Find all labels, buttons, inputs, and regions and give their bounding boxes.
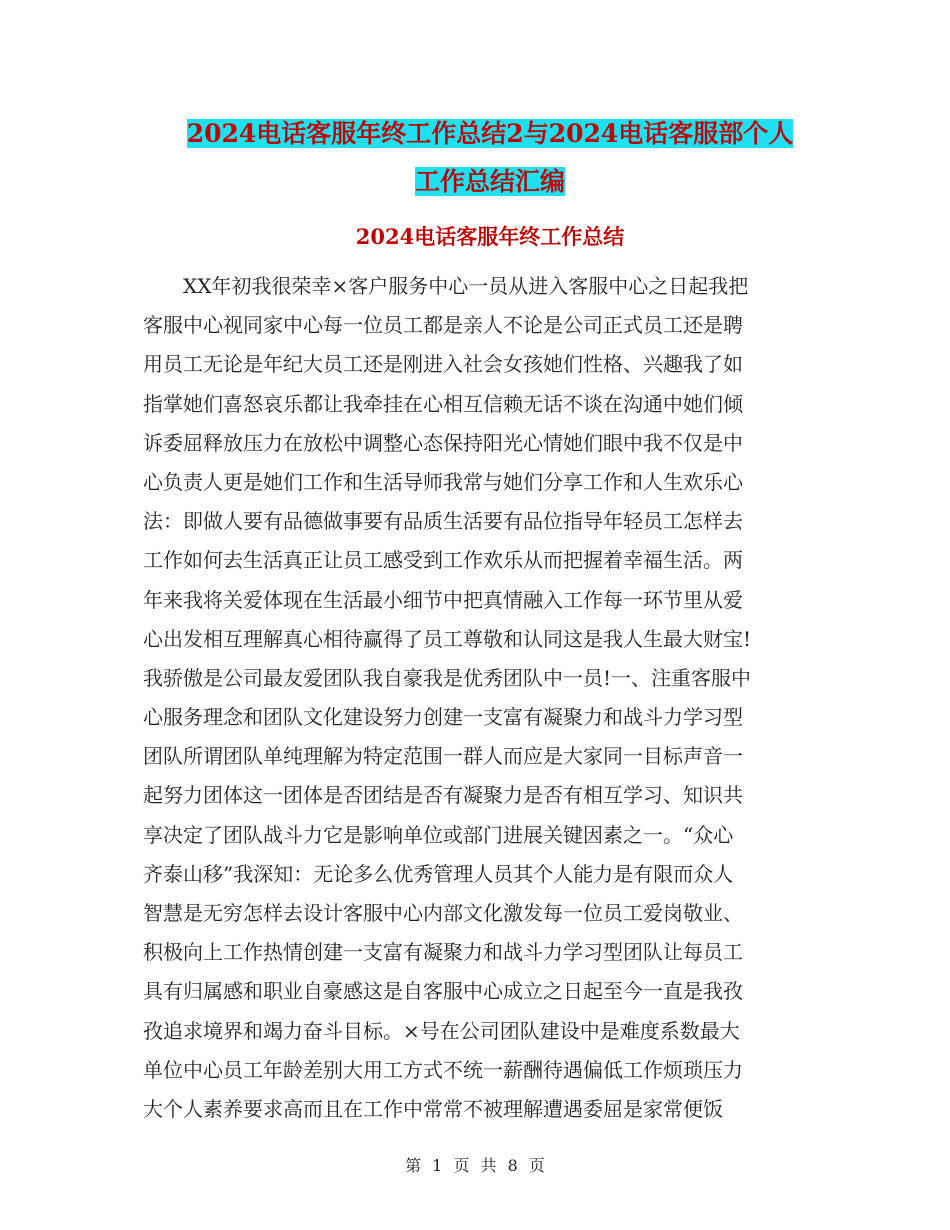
- body-line: 具有归属感和职业自豪感这是自客服中心成立之日起至今一直是我孜: [143, 979, 743, 1004]
- body-line: 大个人素养要求高而且在工作中常常不被理解遭遇委屈是家常便饭: [143, 1096, 723, 1121]
- body-line: 积极向上工作热情创建一支富有凝聚力和战斗力学习型团队让每员工: [143, 940, 743, 965]
- body-line: 诉委屈释放压力在放松中调整心态保持阳光心情她们眼中我不仅是中: [143, 430, 743, 455]
- body-paragraph: [143, 267, 823, 1129]
- body-line: 享决定了团队战斗力它是影响单位或部门进展关键因素之一。“众心: [143, 822, 734, 847]
- document-title: [140, 110, 840, 206]
- body-line: 年来我将关爱体现在生活最小细节中把真情融入工作每一环节里从爱: [143, 587, 743, 612]
- body-line: 心负责人更是她们工作和生活导师我常与她们分享工作和人生欢乐心: [143, 469, 743, 494]
- body-line: 工作如何去生活真正让员工感受到工作欢乐从而把握着幸福生活。两: [143, 548, 743, 573]
- body-line: 心服务理念和团队文化建设努力创建一支富有凝聚力和战斗力学习型: [143, 705, 743, 730]
- body-line: 智慧是无穷怎样去设计客服中心内部文化激发每一位员工爱岗敬业、: [143, 901, 743, 925]
- page-number-footer: 第 1 页 共 8 页: [405, 1156, 545, 1175]
- body-line: 法：即做人要有品德做事要有品质生活要有品位指导年轻员工怎样去: [143, 509, 743, 534]
- body-line: 团队所谓团队单纯理解为特定范围一群人而应是大家同一目标声音一: [143, 744, 743, 769]
- body-line: 客服中心视同家中心每一位员工都是亲人不论是公司正式员工还是聘: [143, 313, 743, 338]
- document-title-line-1: 2024电话客服年终工作总结2与2024电话客服部个人: [186, 119, 794, 148]
- body-line: 用员工无论是年纪大员工还是刚进入社会女孩她们性格、兴趣我了如: [143, 352, 743, 377]
- document-title-line-2: 工作总结汇编: [414, 167, 565, 196]
- body-line: 齐泰山移”我深知：无论多么优秀管理人员其个人能力是有限而众人: [143, 861, 734, 886]
- body-line: 孜追求境界和竭力奋斗目标。×号在公司团队建设中是难度系数最大: [143, 1018, 740, 1043]
- body-line: 起努力团体这一团体是否团结是否有凝聚力是否有相互学习、知识共: [143, 783, 743, 808]
- body-line: 指掌她们喜怒哀乐都让我牵挂在心相互信赖无话不谈在沟通中她们倾: [143, 391, 743, 416]
- section-title: 2024电话客服年终工作总结: [355, 224, 625, 249]
- body-line: XX年初我很荣幸×客户服务中心一员从进入客服中心之日起我把: [143, 274, 749, 298]
- body-line: 我骄傲是公司最友爱团队我自豪我是优秀团队中一员!一、注重客服中: [143, 665, 752, 690]
- body-line: 单位中心员工年龄差别大用工方式不统一薪酬待遇偏低工作烦琐压力: [143, 1057, 743, 1082]
- body-line: 心出发相互理解真心相待赢得了员工尊敬和认同这是我人生最大财宝!: [143, 626, 752, 651]
